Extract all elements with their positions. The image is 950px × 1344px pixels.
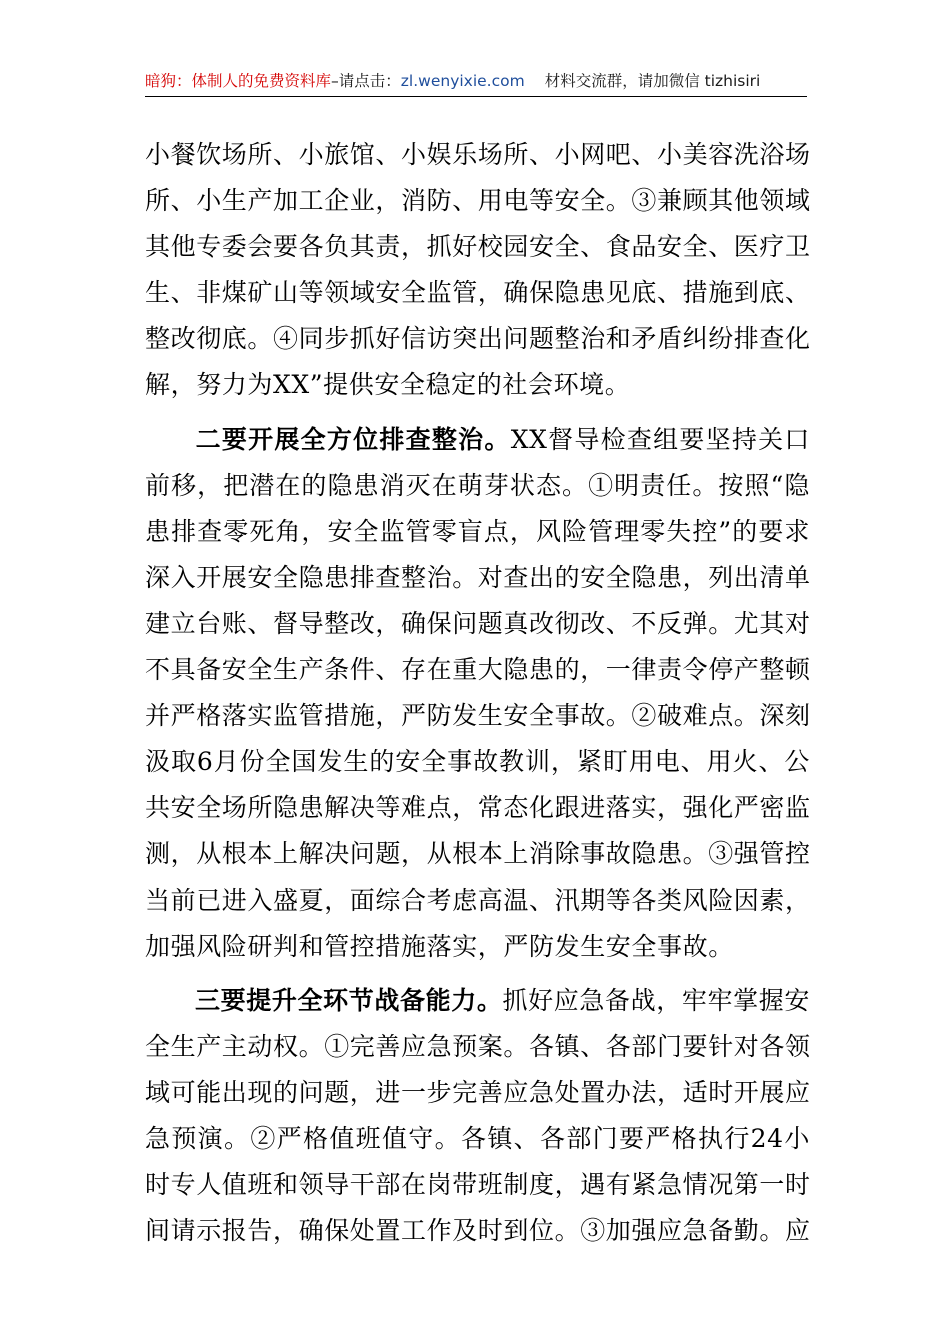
text-line: 共安全场所隐患解决等难点，常态化跟进落实，强化严密监 (145, 793, 811, 823)
text-line: 解，努力为XX”提供安全稳定的社会环境。 (145, 370, 631, 400)
text-line: 当前已进入盛夏，面综合考虑高温、汛期等各类风险因素， (145, 885, 811, 915)
header-brand: 暗狗：体制人的免费资料库 (145, 72, 332, 90)
text-line: 整改彻底。④同步抓好信访突出问题整治和矛盾纠纷排查化 (145, 324, 811, 354)
document-body (145, 132, 810, 1254)
text-line: 汲取6月份全国发生的安全事故教训，紧盯用电、用火、公 (145, 747, 810, 777)
header-group-note: 材料交流群，请加微信 tizhisiri (544, 72, 761, 90)
text-line: 小餐饮场所、小旅馆、小娱乐场所、小网吧、小美容洗浴场 (145, 140, 811, 169)
paragraph-first-line (145, 417, 810, 463)
text-line: 所、小生产加工企业，消防、用电等安全。③兼顾其他领域 (145, 186, 811, 216)
text-line: 时专人值班和领导干部在岗带班制度，遇有紧急情况第一时 (145, 1170, 811, 1200)
text-line: 急预演。②严格值班值守。各镇、各部门要严格执行24小 (145, 1123, 810, 1153)
text-line: 域可能出现的问题，进一步完善应急处置办法，适时开展应 (145, 1077, 811, 1107)
paragraph-3 (145, 978, 810, 1255)
heading-continuation: XX督导检查组要坚持关口 (510, 424, 811, 454)
text-line: 深入开展安全隐患排查整治。对查出的安全隐患，列出清单 (145, 562, 811, 592)
text-line: 前移，把潜在的隐患消灭在萌芽状态。①明责任。按照“隐 (145, 470, 810, 500)
text-line: 建立台账、督导整改，确保问题真改彻改、不反弹。尤其对 (145, 608, 811, 638)
text-line: 其他专委会要各负其责，抓好校园安全、食品安全、医疗卫 (145, 232, 811, 262)
text-line: 并严格落实监管措施，严防发生安全事故。②破难点。深刻 (145, 701, 811, 731)
text-line: 不具备安全生产条件、存在重大隐患的，一律责令停产整顿 (145, 655, 811, 685)
page-header (145, 66, 807, 97)
header-click-prompt: –请点击： (331, 72, 401, 90)
heading-continuation: 抓好应急备战，牢牢掌握安 (502, 985, 811, 1015)
text-line: 患排查零死角，安全监管零盲点，风险管理零失控”的要求 (145, 516, 810, 546)
header-url-link[interactable]: zl.wenyixie.com (400, 72, 525, 90)
section-heading: 三要提升全环节战备能力。 (195, 985, 503, 1015)
text-line: 测，从根本上解决问题，从根本上消除事故隐患。③强管控 (145, 839, 811, 869)
paragraph-first-line (145, 978, 810, 1024)
paragraph-2 (145, 417, 810, 970)
text-line: 生、非煤矿山等领域安全监管，确保隐患见底、措施到底、 (145, 278, 811, 308)
text-line: 间请示报告，确保处置工作及时到位。③加强应急备勤。应 (145, 1216, 811, 1246)
text-line: 加强风险研判和管控措施落实，严防发生安全事故。 (145, 931, 734, 961)
paragraph-spacer (145, 409, 810, 417)
section-heading: 二要开展全方位排查整治。 (195, 424, 511, 454)
paragraph-1 (145, 132, 810, 409)
paragraph-spacer (145, 970, 810, 978)
text-line: 全生产主动权。①完善应急预案。各镇、各部门要针对各领 (145, 1031, 811, 1061)
